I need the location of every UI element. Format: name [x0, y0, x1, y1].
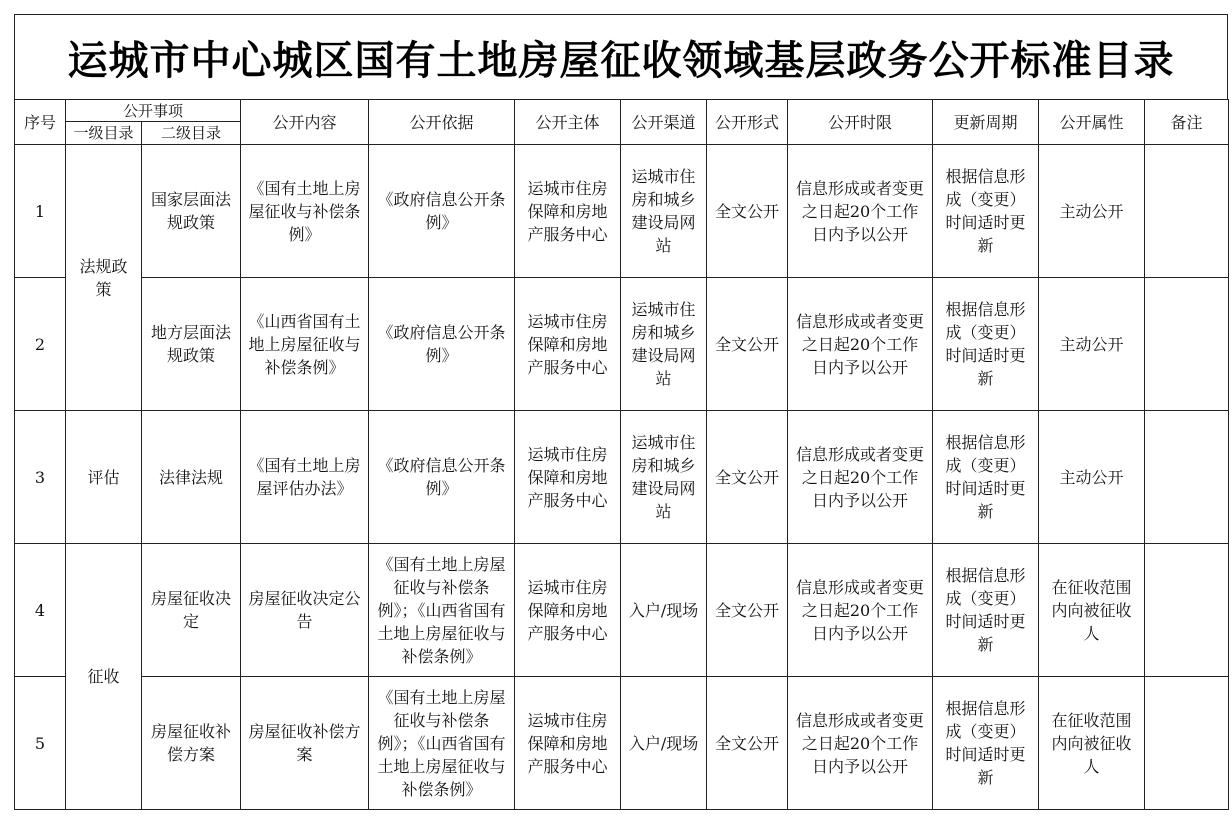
cell-subject: 运城市住房保障和房地产服务中心 — [515, 411, 621, 544]
cell-content: 房屋征收决定公告 — [241, 544, 369, 677]
cell-subject: 运城市住房保障和房地产服务中心 — [515, 278, 621, 411]
table-row — [15, 544, 1229, 677]
header-cycle: 更新周期 — [933, 100, 1039, 145]
cell-subject: 运城市住房保障和房地产服务中心 — [515, 677, 621, 810]
cell-basis: 《政府信息公开条例》 — [369, 145, 515, 278]
header-channel: 公开渠道 — [621, 100, 707, 145]
cell-level1: 法规政策 — [66, 145, 142, 411]
cell-note — [1145, 145, 1229, 278]
header-matter: 公开事项 — [66, 100, 241, 122]
cell-channel: 入户/现场 — [621, 544, 707, 677]
cell-cycle: 根据信息形成（变更）时间适时更新 — [933, 411, 1039, 544]
header-basis: 公开依据 — [369, 100, 515, 145]
cell-attr: 在征收范围内向被征收人 — [1039, 677, 1145, 810]
cell-level2: 法律法规 — [142, 411, 241, 544]
cell-time-limit: 信息形成或者变更之日起20个工作日内予以公开 — [788, 145, 933, 278]
header-form: 公开形式 — [707, 100, 788, 145]
cell-form: 全文公开 — [707, 411, 788, 544]
header-level2: 二级目录 — [142, 122, 241, 145]
cell-time-limit: 信息形成或者变更之日起20个工作日内予以公开 — [788, 544, 933, 677]
cell-basis: 《政府信息公开条例》 — [369, 278, 515, 411]
cell-note — [1145, 278, 1229, 411]
table-row — [15, 145, 1229, 278]
cell-form: 全文公开 — [707, 544, 788, 677]
directory-document — [14, 14, 1228, 810]
cell-cycle: 根据信息形成（变更）时间适时更新 — [933, 145, 1039, 278]
cell-level2: 国家层面法规政策 — [142, 145, 241, 278]
cell-level1: 征收 — [66, 544, 142, 810]
cell-attr: 主动公开 — [1039, 411, 1145, 544]
cell-channel: 运城市住房和城乡建设局网站 — [621, 278, 707, 411]
cell-cycle: 根据信息形成（变更）时间适时更新 — [933, 544, 1039, 677]
cell-seq: 4 — [15, 544, 66, 677]
cell-seq: 2 — [15, 278, 66, 411]
cell-subject: 运城市住房保障和房地产服务中心 — [515, 544, 621, 677]
cell-basis: 《国有土地上房屋征收与补偿条例》；《山西省国有土地上房屋征收与补偿条例》 — [369, 677, 515, 810]
cell-content: 《国有土地上房屋评估办法》 — [241, 411, 369, 544]
cell-content: 《国有土地上房屋征收与补偿条例》 — [241, 145, 369, 278]
cell-time-limit: 信息形成或者变更之日起20个工作日内予以公开 — [788, 278, 933, 411]
cell-attr: 在征收范围内向被征收人 — [1039, 544, 1145, 677]
cell-level2: 房屋征收决定 — [142, 544, 241, 677]
cell-basis: 《国有土地上房屋征收与补偿条例》；《山西省国有土地上房屋征收与补偿条例》 — [369, 544, 515, 677]
cell-basis: 《政府信息公开条例》 — [369, 411, 515, 544]
cell-level2: 地方层面法规政策 — [142, 278, 241, 411]
cell-form: 全文公开 — [707, 145, 788, 278]
cell-note — [1145, 411, 1229, 544]
cell-channel: 入户/现场 — [621, 677, 707, 810]
cell-content: 房屋征收补偿方案 — [241, 677, 369, 810]
directory-table — [14, 99, 1229, 810]
cell-attr: 主动公开 — [1039, 145, 1145, 278]
header-subject: 公开主体 — [515, 100, 621, 145]
page-title: 运城市中心城区国有土地房屋征收领域基层政务公开标准目录 — [67, 36, 1175, 84]
cell-seq: 3 — [15, 411, 66, 544]
title-box — [14, 14, 1228, 99]
header-level1: 一级目录 — [66, 122, 142, 145]
header-content: 公开内容 — [241, 100, 369, 145]
header-seq: 序号 — [15, 100, 66, 145]
cell-cycle: 根据信息形成（变更）时间适时更新 — [933, 278, 1039, 411]
header-attr: 公开属性 — [1039, 100, 1145, 145]
cell-channel: 运城市住房和城乡建设局网站 — [621, 145, 707, 278]
cell-attr: 主动公开 — [1039, 278, 1145, 411]
cell-subject: 运城市住房保障和房地产服务中心 — [515, 145, 621, 278]
header-time-limit: 公开时限 — [788, 100, 933, 145]
cell-seq: 5 — [15, 677, 66, 810]
table-row — [15, 411, 1229, 544]
cell-seq: 1 — [15, 145, 66, 278]
table-row — [15, 278, 1229, 411]
cell-time-limit: 信息形成或者变更之日起20个工作日内予以公开 — [788, 677, 933, 810]
cell-level1: 评估 — [66, 411, 142, 544]
cell-note — [1145, 544, 1229, 677]
cell-note — [1145, 677, 1229, 810]
cell-level2: 房屋征收补偿方案 — [142, 677, 241, 810]
table-row — [15, 677, 1229, 810]
header-note: 备注 — [1145, 100, 1229, 145]
cell-cycle: 根据信息形成（变更）时间适时更新 — [933, 677, 1039, 810]
cell-content: 《山西省国有土地上房屋征收与补偿条例》 — [241, 278, 369, 411]
cell-form: 全文公开 — [707, 278, 788, 411]
cell-form: 全文公开 — [707, 677, 788, 810]
cell-channel: 运城市住房和城乡建设局网站 — [621, 411, 707, 544]
cell-time-limit: 信息形成或者变更之日起20个工作日内予以公开 — [788, 411, 933, 544]
